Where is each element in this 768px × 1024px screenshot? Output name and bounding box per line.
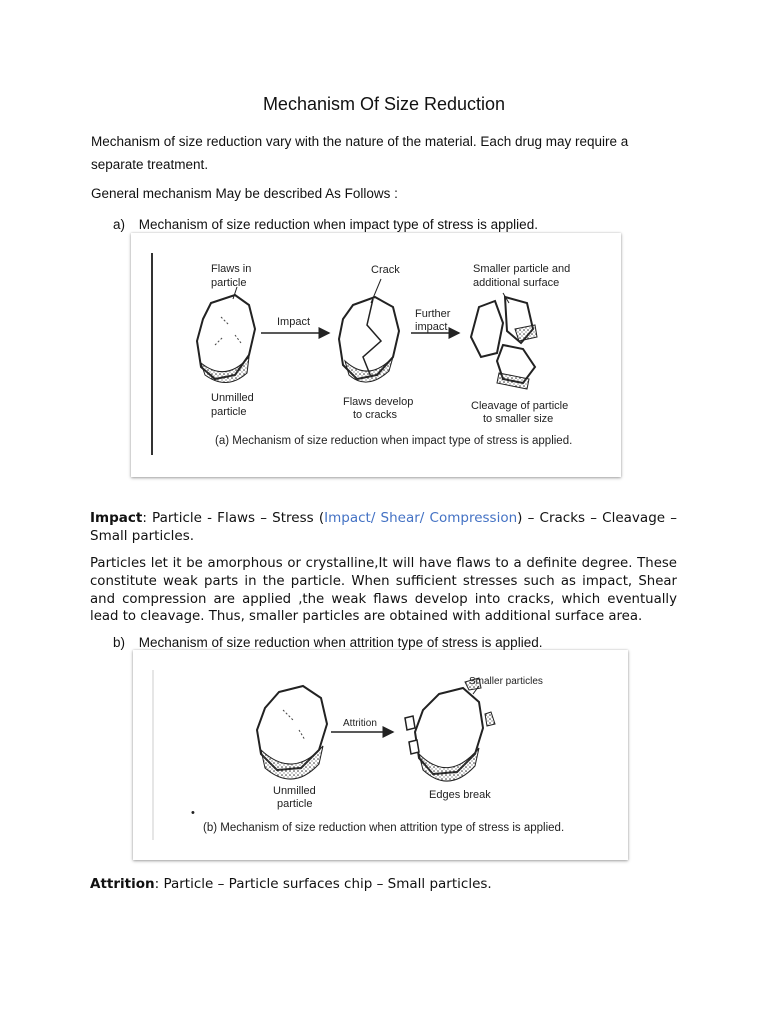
list-item-b	[113, 635, 542, 650]
label-further-line2: impact	[415, 321, 448, 333]
unmilled-particle-shape-b	[257, 686, 327, 779]
label-edges-break: Edges break	[429, 789, 491, 801]
figure-a-caption: (a) Mechanism of size reduction when impact type of stress is applied.	[215, 435, 573, 447]
label-smaller-line1: Smaller particle and	[473, 263, 571, 275]
intro-paragraph	[91, 130, 681, 176]
figure-attrition	[133, 650, 628, 860]
edges-break-particle-shape	[405, 678, 495, 781]
asterisk-mark: •	[191, 807, 195, 819]
label-smaller-particles: Smaller particles	[469, 676, 543, 687]
impact-definition	[90, 509, 677, 545]
label-smaller-line2: additional surface	[473, 277, 560, 289]
label-crack: Crack	[371, 264, 400, 276]
label-cleavage-line1: Cleavage of particle	[471, 400, 569, 412]
impact-text-before: : Particle - Flaws – Stress (	[142, 510, 325, 526]
label-unmilled-line1: Unmilled	[211, 392, 254, 404]
attrition-term: Attrition	[90, 876, 155, 892]
attrition-diagram	[133, 650, 628, 860]
impact-highlight: Impact/ Shear/ Compression	[324, 510, 518, 526]
page-title: Mechanism Of Size Reduction	[262, 94, 506, 114]
cleaved-particles-shape	[471, 297, 537, 389]
list-item-a-label: a)	[113, 217, 126, 232]
general-mechanism-text: General mechanism May be described As Follows :	[91, 186, 398, 201]
impact-term: Impact	[90, 510, 143, 526]
list-item-b-text: Mechanism of size reduction when attrition type of stress is applied.	[138, 635, 543, 650]
figure-impact	[131, 233, 621, 477]
label-unmilled-line2: particle	[211, 406, 247, 418]
intro-line-1: Mechanism of size reduction vary with the nature of the material. Each drug may require a	[91, 134, 629, 149]
label-attrition: Attrition	[343, 718, 377, 729]
flaws-paragraph: Particles let it be amorphous or crystalline,It will have flaws to a definite degree. These constitute weak parts in the particle. When sufficient stresses such as impact, Shear and compression are applied ,the weak flaws develop into cracks, which eventually lead to cleavage. Thus, smaller particles are obtained with additional surface area.	[90, 556, 677, 625]
label-flaws-line1: Flaws in	[211, 263, 252, 275]
label-flaws-develop-line2: to cracks	[353, 409, 398, 421]
impact-text-after: ) – Cracks – Cleavage – Small particles.	[90, 510, 678, 544]
attrition-text: : Particle – Particle surfaces chip – Small particles.	[154, 876, 492, 892]
label-unmilled-b-line2: particle	[277, 798, 313, 810]
label-cleavage-line2: to smaller size	[483, 413, 554, 425]
attrition-definition	[90, 875, 677, 893]
unmilled-particle-shape	[197, 295, 255, 383]
label-further-line1: Further	[415, 308, 451, 320]
label-unmilled-b-line1: Unmilled	[273, 785, 316, 797]
intro-line-2: separate treatment.	[91, 157, 209, 172]
list-item-a-text: Mechanism of size reduction when impact type of stress is applied.	[138, 217, 538, 232]
cracked-particle-shape	[339, 297, 399, 382]
label-flaws-develop-line1: Flaws develop	[343, 396, 414, 408]
list-item-b-label: b)	[113, 635, 126, 650]
figure-b-caption: (b) Mechanism of size reduction when attrition type of stress is applied.	[203, 822, 565, 834]
label-impact: Impact	[277, 316, 311, 328]
list-item-a	[113, 217, 538, 232]
label-flaws-line2: particle	[211, 277, 247, 289]
impact-diagram	[131, 233, 621, 477]
